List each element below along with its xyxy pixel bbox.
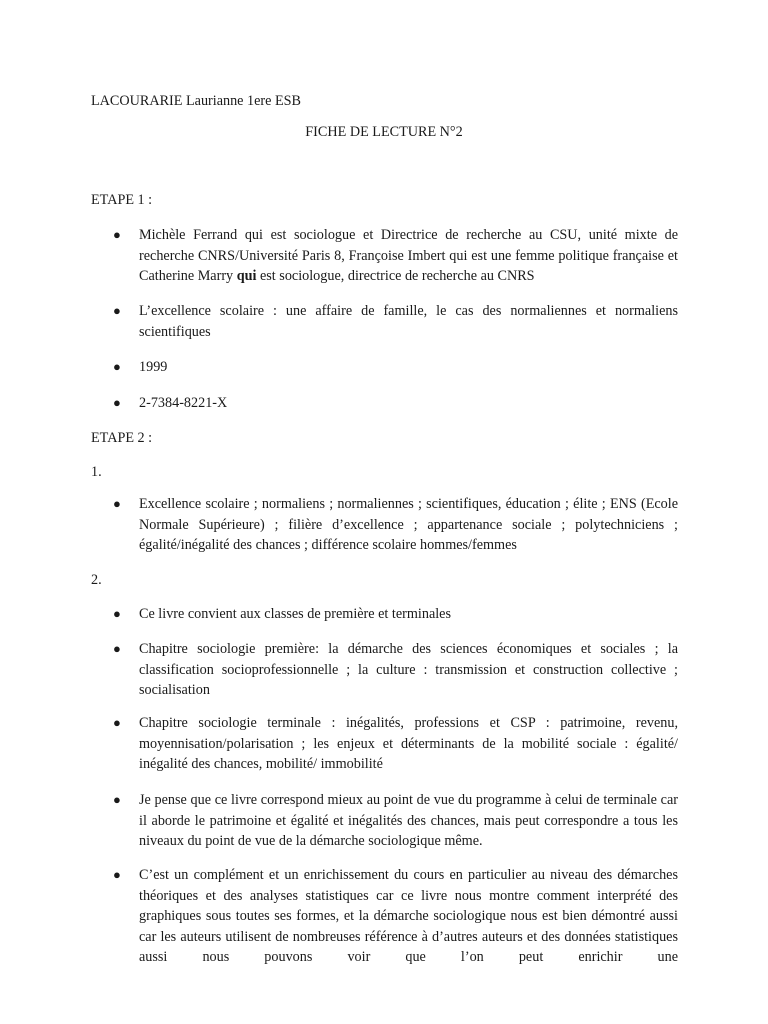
etape-2-heading: ETAPE 2 :	[91, 430, 153, 446]
author-line: LACOURARIE Laurianne 1ere ESB	[91, 93, 302, 109]
bullet-icon: ●	[113, 395, 121, 410]
section-number-2: 2.	[91, 572, 102, 588]
bullet-icon: ●	[113, 359, 121, 374]
document-title: FICHE DE LECTURE N°2	[305, 124, 463, 140]
isbn: 2-7384-8221-X	[139, 395, 228, 411]
list-item-text: C’est un complément et un enrichissement du cours en particulier au niveau des démarches théoriques et des analyses statistiques car ce livre nous montre comment interprété des graphiques sous toutes ses formes, et la démarche sociologique nous est bien démontré aussi car les auteurs utilisent de nombreuses référence à d’autres auteurs et des données statistiques aussi nous pouvons voir que l’on peut enrichir une	[139, 867, 678, 965]
section-number-1: 1.	[91, 464, 102, 480]
list-item-text: Ce livre convient aux classes de première et terminales	[139, 606, 452, 622]
bullet-icon: ●	[113, 606, 121, 621]
bullet-icon: ●	[113, 496, 121, 511]
bullet-icon: ●	[113, 641, 121, 656]
bullet-icon: ●	[113, 303, 121, 318]
keywords-text: Excellence scolaire ; normaliens ; normaliennes ; scientifiques, éducation ; élite ; ENS (Ecole Normale Supérieure) ; filière d’excellence ; appartenance sociale ; polytechniciens ; égalité/inégalité des chances ; différence scolaire hommes/femmes	[139, 496, 678, 553]
authors-text: Michèle Ferrand qui est sociologue et Directrice de recherche au CSU, unité mixte de recherche CNRS/Université Paris 8, Françoise Imbert qui est une femme politique française et Catherine Marry qui est sociologue, directrice de recherche au CNRS	[139, 227, 678, 284]
list-item-text: Chapitre sociologie terminale : inégalités, professions et CSP : patrimoine, revenu, moyennisation/polarisation ; les enjeux et déterminants de la mobilité sociale : égalité/ inégalité des chances, mobilité/ immobilité	[139, 715, 678, 772]
publication-year: 1999	[139, 359, 168, 375]
book-title: L’excellence scolaire : une affaire de famille, le cas des normaliennes et normaliens scientifiques	[139, 303, 678, 340]
bullet-icon: ●	[113, 867, 121, 882]
list-item-text: Je pense que ce livre correspond mieux au point de vue du programme à celui de terminale car il aborde le patrimoine et égalité et inégalités des chances, mais peut correspondre a tous les niveaux du point de vue de la démarche sociologique même.	[139, 792, 678, 849]
etape-1-heading: ETAPE 1 :	[91, 192, 153, 208]
list-item-text: Chapitre sociologie première: la démarche des sciences économiques et sociales ; la classification socioprofessionnelle ; la culture : transmission et construction collective ; socialisation	[139, 641, 678, 698]
bullet-icon: ●	[113, 792, 121, 807]
bullet-icon: ●	[113, 227, 121, 242]
bullet-icon: ●	[113, 715, 121, 730]
